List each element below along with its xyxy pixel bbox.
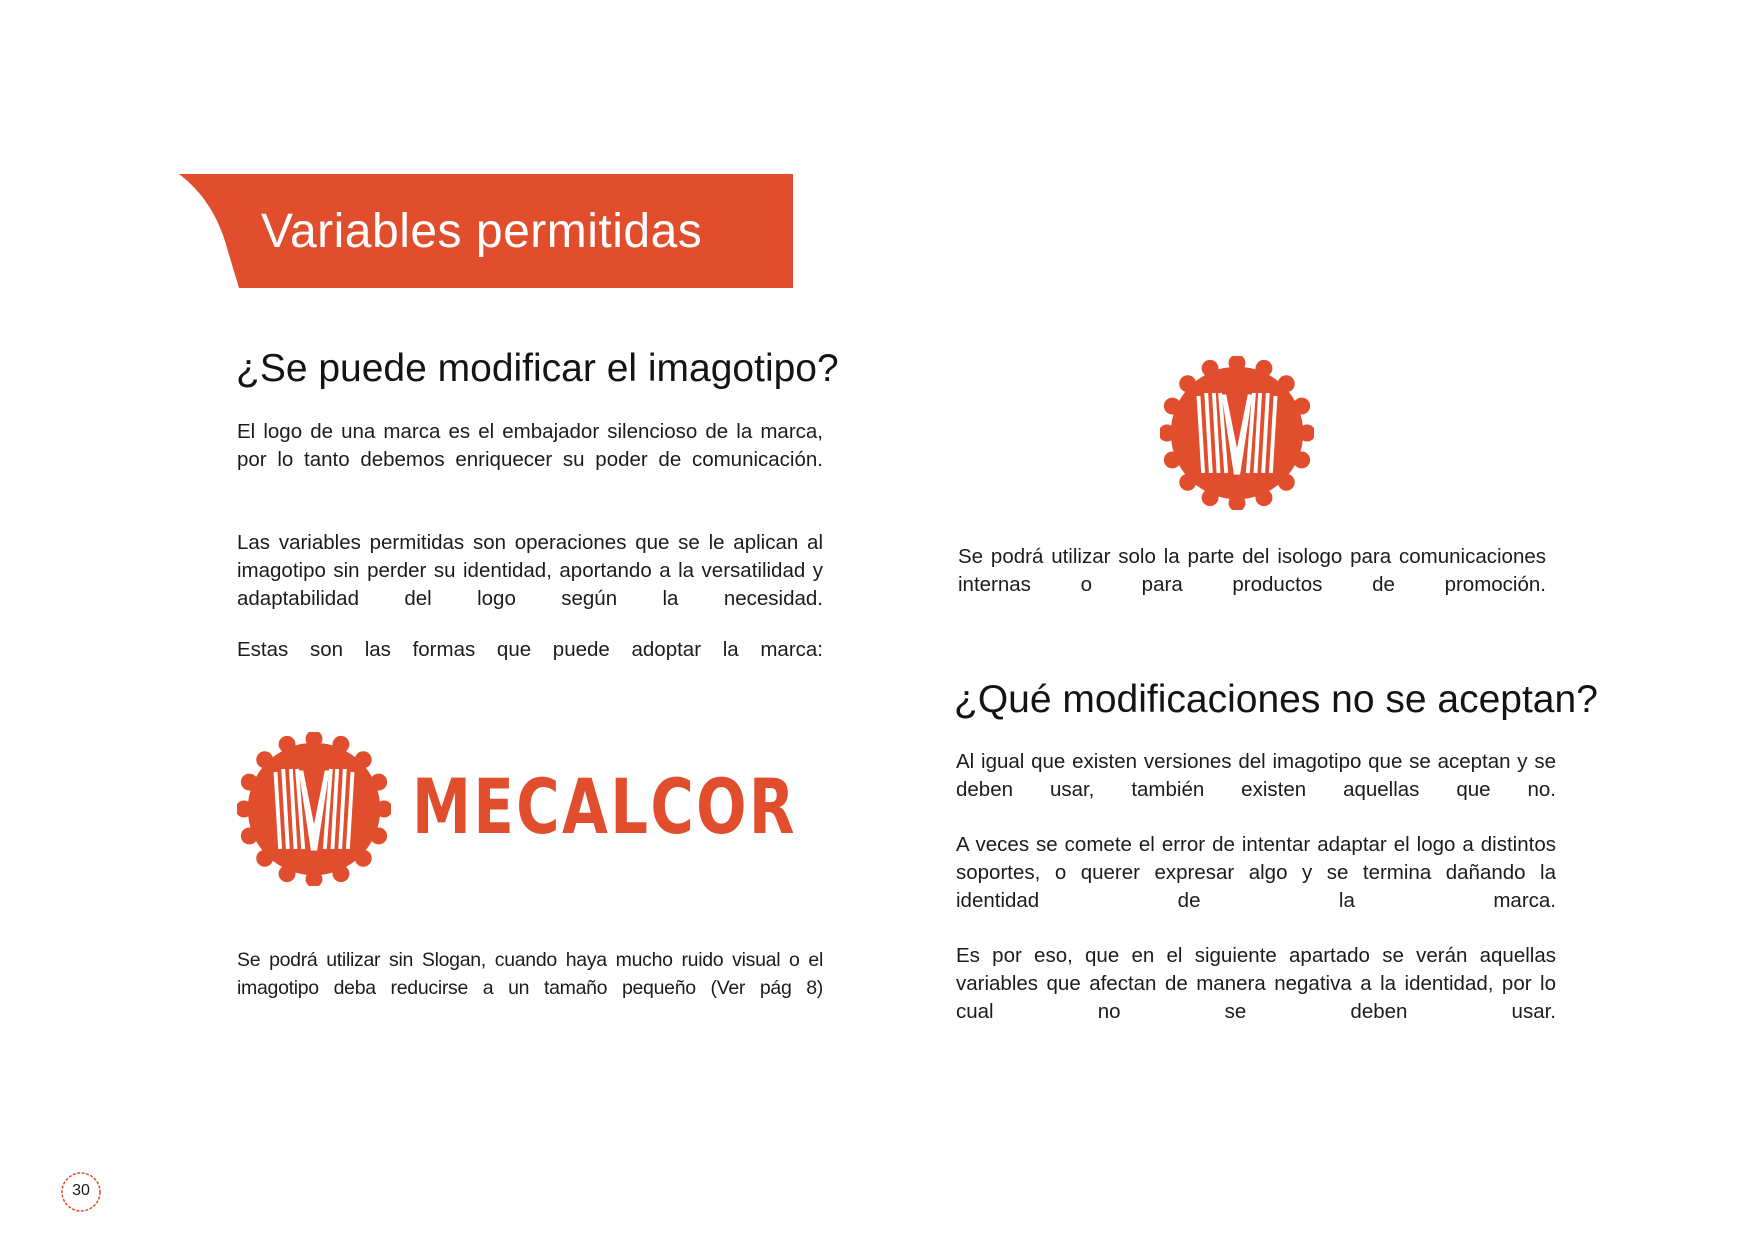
page-title: Variables permitidas bbox=[261, 205, 703, 258]
isologo-icon bbox=[1160, 356, 1314, 510]
left-caption: Se podrá utilizar sin Slogan, cuando haya mucho ruido visual o el imagotipo deba reducirse a un tamaño pequeño (Ver pág 8) bbox=[237, 949, 823, 999]
right-paragraph-1: Al igual que existen versiones del imagotipo que se aceptan y se deben usar, también existen aquellas que no. bbox=[956, 750, 1556, 801]
left-paragraph-1: El logo de una marca es el embajador silencioso de la marca, por lo tanto debemos enriquecer su poder de comunicación. bbox=[237, 420, 823, 471]
gear-m-logo-icon bbox=[237, 732, 391, 886]
right-paragraph-2: A veces se comete el error de intentar adaptar el logo a distintos soportes, o querer expresar algo y se termina dañando la identidad de la marca. bbox=[956, 833, 1556, 912]
left-heading: ¿Se puede modificar el imagotipo? bbox=[236, 347, 839, 390]
left-paragraph-2: Las variables permitidas son operaciones que se le aplican al imagotipo sin perder su identidad, aportando a la versatilidad y adaptabilidad del logo según la necesidad. bbox=[237, 531, 823, 610]
page-number: 30 bbox=[72, 1182, 90, 1199]
left-paragraph-3: Estas son las formas que puede adoptar la marca: bbox=[237, 638, 823, 661]
right-paragraph-3: Es por eso, que en el siguiente apartado se verán aquellas variables que afectan de manera negativa a la identidad, por lo cual no se deben usar. bbox=[956, 944, 1556, 1023]
title-banner bbox=[179, 174, 793, 288]
page-number-badge bbox=[60, 1171, 102, 1213]
isologo-caption: Se podrá utilizar solo la parte del isologo para comunicaciones internas o para productos de promoción. bbox=[958, 545, 1546, 596]
right-heading: ¿Qué modificaciones no se aceptan? bbox=[954, 678, 1598, 721]
brand-wordmark: MECALCOR bbox=[412, 762, 797, 851]
